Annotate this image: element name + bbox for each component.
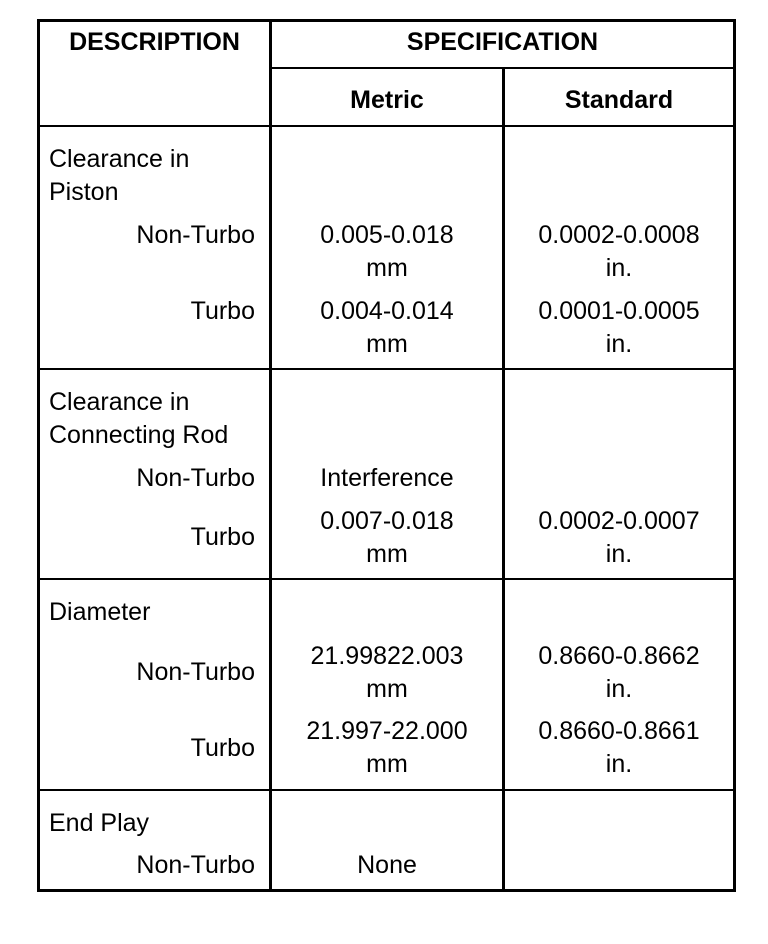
metric-value: 21.997-22.000 [306, 717, 468, 745]
section-title: End Play [49, 809, 150, 837]
row-label: Non-Turbo [136, 221, 255, 249]
row-divider [40, 789, 733, 791]
header-standard: Standard [564, 86, 674, 114]
standard-value: 0.8660-0.8661 [538, 717, 700, 745]
row-label: Turbo [190, 523, 255, 551]
metric-value: 0.005-0.018 [320, 221, 454, 249]
section-title: Clearance in [49, 388, 190, 416]
section-title: Clearance in [49, 145, 190, 173]
standard-value: 0.0002-0.0007 [538, 507, 700, 535]
row-divider [40, 578, 733, 580]
row-label: Non-Turbo [136, 851, 255, 879]
header-description: DESCRIPTION [69, 28, 240, 56]
standard-value: 0.0002-0.0008 [538, 221, 700, 249]
row-label: Non-Turbo [136, 464, 255, 492]
standard-value: 0.0001-0.0005 [538, 297, 700, 325]
section-title: Connecting Rod [49, 421, 229, 449]
metric-unit: mm [366, 750, 408, 778]
standard-value: 0.8660-0.8662 [538, 642, 700, 670]
header-specification: SPECIFICATION [406, 28, 599, 56]
metric-unit: mm [366, 254, 408, 282]
standard-unit: in. [605, 750, 633, 778]
metric-value: 0.007-0.018 [320, 507, 454, 535]
metric-value: 21.99822.003 [310, 642, 464, 670]
header-metric: Metric [350, 86, 424, 114]
row-divider [40, 368, 733, 370]
metric-unit: mm [366, 540, 408, 568]
metric-value: Interference [320, 464, 454, 492]
row-divider [269, 67, 733, 69]
metric-value: 0.004-0.014 [320, 297, 454, 325]
standard-unit: in. [605, 675, 633, 703]
row-divider [40, 125, 733, 127]
spec-table [37, 19, 736, 892]
row-label: Turbo [190, 297, 255, 325]
section-title: Piston [49, 178, 119, 206]
standard-unit: in. [605, 330, 633, 358]
metric-unit: mm [366, 330, 408, 358]
standard-unit: in. [605, 254, 633, 282]
metric-unit: mm [366, 675, 408, 703]
standard-unit: in. [605, 540, 633, 568]
row-label: Turbo [190, 734, 255, 762]
row-label: Non-Turbo [136, 658, 255, 686]
metric-value: None [357, 851, 417, 879]
section-title: Diameter [49, 598, 151, 626]
